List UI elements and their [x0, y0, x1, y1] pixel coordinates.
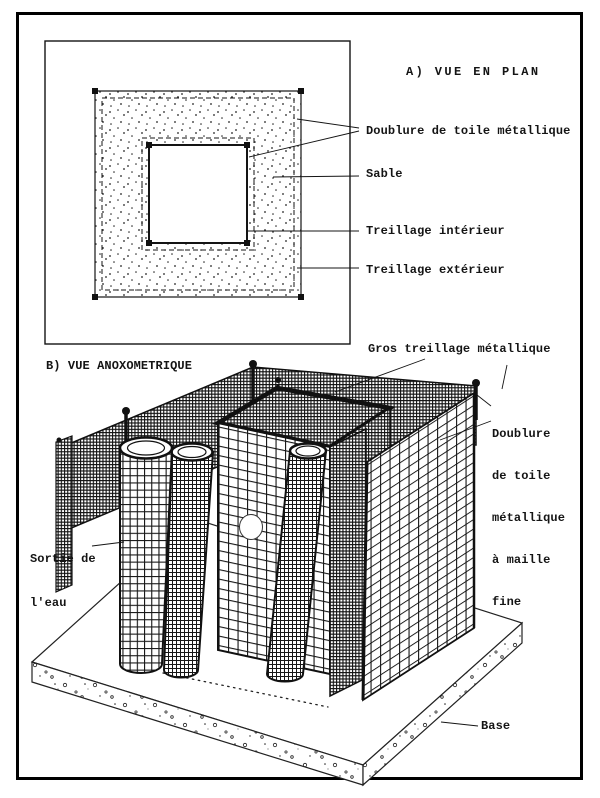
- label-doublure-fine-line3: métallique: [492, 511, 566, 525]
- label-treillage-interieur: Treillage intérieur: [366, 224, 505, 238]
- inner-cage-square: [149, 145, 247, 243]
- panel-b-title: B) VUE ANOXOMETRIQUE: [46, 359, 193, 373]
- label-sable: Sable: [366, 167, 403, 181]
- leader-gros-treillage-2: [502, 365, 507, 389]
- plan-view-drawing: [45, 41, 359, 344]
- label-doublure-fine: [492, 399, 565, 637]
- label-sortie-eau: [30, 523, 96, 639]
- water-outlet-hole: [240, 515, 263, 540]
- label-doublure-fine-line1: Doublure: [492, 427, 551, 441]
- label-gros-treillage: Gros treillage métallique: [368, 342, 551, 356]
- label-doublure-fine-line5: fine: [492, 595, 522, 609]
- axonometric-drawing: [32, 359, 522, 785]
- panel-a-title: A) VUE EN PLAN: [406, 65, 541, 79]
- label-doublure-fine-line4: à maille: [492, 553, 551, 567]
- leader-base: [441, 722, 478, 726]
- leader-doublure-fine-1: [477, 395, 491, 406]
- label-doublure-toile: Doublure de toile métallique: [366, 124, 571, 138]
- label-doublure-fine-line2: de toile: [492, 469, 551, 483]
- fine-mesh-lining-panel: [330, 429, 366, 696]
- cylinder-front-left: [120, 438, 172, 674]
- label-treillage-exterieur: Treillage extérieur: [366, 263, 505, 277]
- label-base: Base: [481, 719, 511, 733]
- label-sortie-eau-line1: Sortie de: [30, 552, 96, 566]
- label-sortie-eau-line2: l'eau: [30, 596, 67, 610]
